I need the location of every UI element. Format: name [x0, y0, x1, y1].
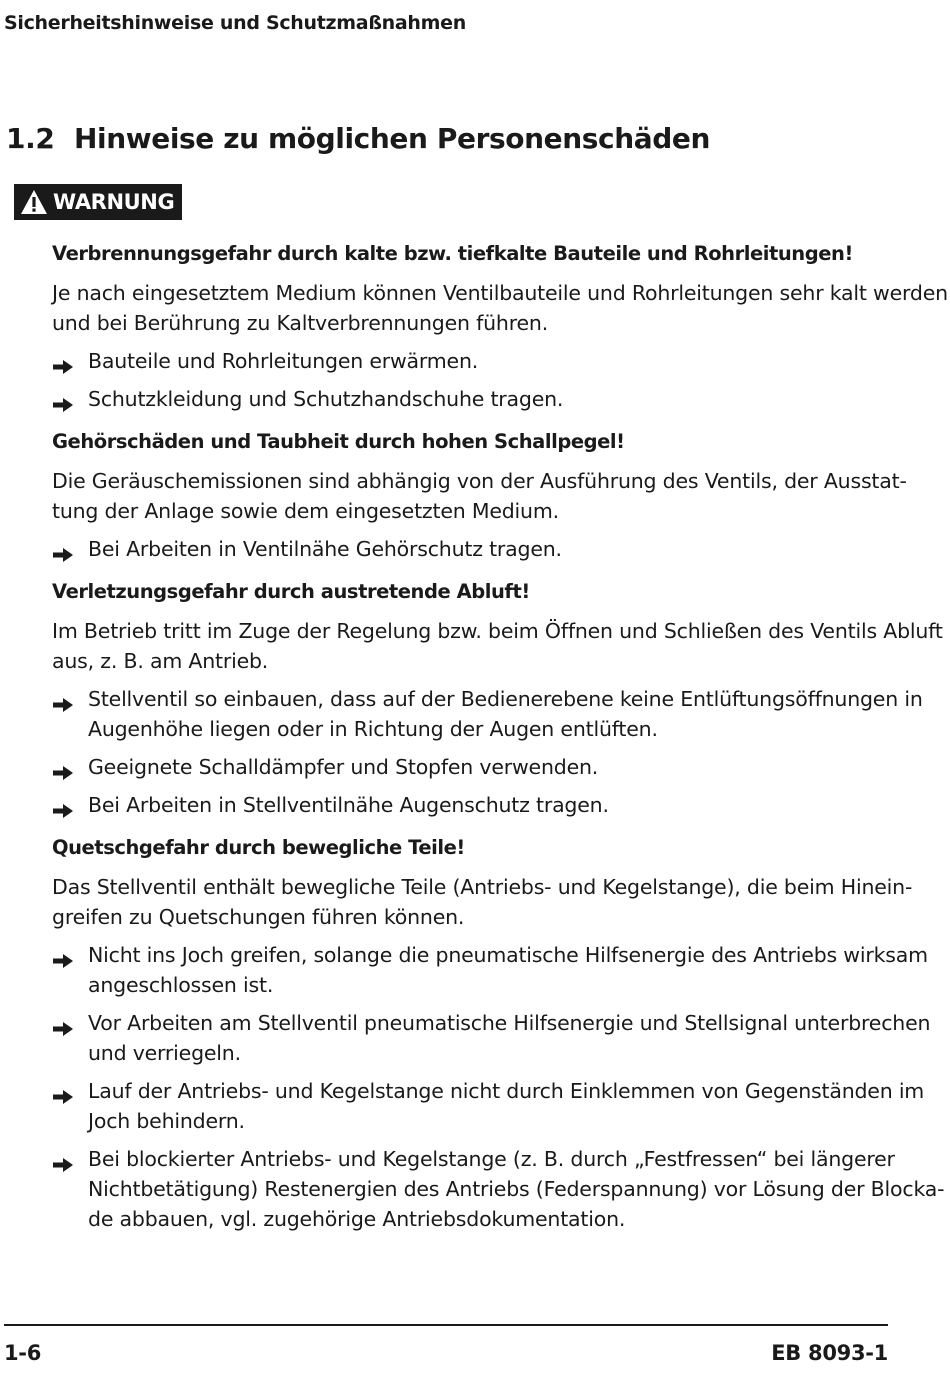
action-text-line: Geeignete Schalldämpfer und Stopfen verwenden.	[88, 755, 599, 779]
section-spacer	[52, 1242, 902, 1248]
hazard-description	[52, 872, 913, 932]
arrow-right-icon	[52, 1015, 74, 1031]
description-line: Das Stellventil enthält bewegliche Teile (Antriebs- und Kegelstange), die beim Hinein-	[52, 875, 913, 899]
action-text-line: Bei Arbeiten in Ventilnähe Gehörschutz tragen.	[88, 537, 562, 561]
arrow-right-icon	[52, 797, 74, 813]
action-text-line: und verriegeln.	[88, 1041, 241, 1065]
action-text-line: angeschlossen ist.	[88, 973, 274, 997]
warning-label: WARNUNG	[53, 190, 175, 214]
hazard-description	[52, 466, 907, 526]
action-item	[52, 346, 902, 376]
hazard-list	[52, 240, 948, 1248]
document-id: EB 8093-1	[771, 1341, 888, 1365]
action-item	[52, 790, 902, 820]
action-text-line: Lauf der Antriebs- und Kegelstange nicht durch Einklemmen von Gegenständen im	[88, 1079, 925, 1103]
hazard-title: Verbrennungsgefahr durch kalte bzw. tiefkalte Bauteile und Rohrleitungen!	[52, 242, 853, 265]
description-line: tung der Anlage sowie dem eingesetzten Medium.	[52, 499, 559, 523]
section-number: 1.2	[6, 122, 55, 155]
action-text-line: Stellventil so einbauen, dass auf der Bedienerebene keine Entlüftungsöffnungen in	[88, 687, 923, 711]
description-line: und bei Berührung zu Kaltverbrennungen führen.	[52, 311, 549, 335]
section-heading	[6, 122, 710, 155]
running-header: Sicherheitshinweise und Schutzmaßnahmen	[4, 12, 466, 34]
arrow-right-icon	[52, 691, 74, 707]
arrow-right-icon	[52, 1151, 74, 1167]
arrow-right-icon	[52, 759, 74, 775]
description-line: Im Betrieb tritt im Zuge der Regelung bzw. beim Öffnen und Schließen des Ventils Abluft	[52, 619, 943, 643]
action-text-line: Schutzkleidung und Schutzhandschuhe tragen.	[88, 387, 564, 411]
action-item	[52, 1076, 925, 1136]
action-item	[52, 534, 902, 564]
action-item	[52, 940, 928, 1000]
action-item	[52, 752, 902, 782]
hazard-title: Quetschgefahr durch bewegliche Teile!	[52, 836, 465, 859]
page-number: 1-6	[4, 1341, 42, 1365]
hazard-title: Gehörschäden und Taubheit durch hohen Schallpegel!	[52, 430, 625, 453]
action-item	[52, 684, 923, 744]
arrow-right-icon	[52, 353, 74, 369]
description-line: Die Geräuschemissionen sind abhängig von der Ausführung des Ventils, der Ausstat-	[52, 469, 907, 493]
action-text-line: Nichtbetätigung) Restenergien des Antriebs (Federspannung) vor Lösung der Blocka-	[88, 1177, 945, 1201]
description-line: Je nach eingesetztem Medium können Ventilbauteile und Rohrleitungen sehr kalt werden	[52, 281, 948, 305]
action-item	[52, 384, 902, 414]
action-item	[52, 1144, 945, 1234]
action-text-line: Bei blockierter Antriebs- und Kegelstange (z. B. durch „Festfressen“ bei längerer	[88, 1147, 895, 1171]
description-line: aus, z. B. am Antrieb.	[52, 649, 269, 673]
arrow-right-icon	[52, 391, 74, 407]
action-text-line: Nicht ins Joch greifen, solange die pneumatische Hilfsenergie des Antriebs wirksam	[88, 943, 928, 967]
hazard-description	[52, 616, 943, 676]
arrow-right-icon	[52, 541, 74, 557]
arrow-right-icon	[52, 1083, 74, 1099]
section-title: Hinweise zu möglichen Personenschäden	[74, 122, 710, 155]
action-text-line: Augenhöhe liegen oder in Richtung der Augen entlüften.	[88, 717, 658, 741]
action-item	[52, 1008, 931, 1068]
hazard-description	[52, 278, 948, 338]
arrow-right-icon	[52, 947, 74, 963]
warning-badge	[14, 184, 182, 220]
action-text-line: Vor Arbeiten am Stellventil pneumatische Hilfsenergie und Stellsignal unterbrechen	[88, 1011, 931, 1035]
hazard-title: Verletzungsgefahr durch austretende Abluft!	[52, 580, 530, 603]
action-text-line: de abbauen, vgl. zugehörige Antriebsdokumentation.	[88, 1207, 626, 1231]
warning-triangle-icon	[20, 189, 48, 215]
action-text-line: Bauteile und Rohrleitungen erwärmen.	[88, 349, 479, 373]
action-text-line: Joch behindern.	[88, 1109, 245, 1133]
footer-divider	[4, 1324, 888, 1326]
description-line: greifen zu Quetschungen führen können.	[52, 905, 465, 929]
action-text-line: Bei Arbeiten in Stellventilnähe Augenschutz tragen.	[88, 793, 609, 817]
